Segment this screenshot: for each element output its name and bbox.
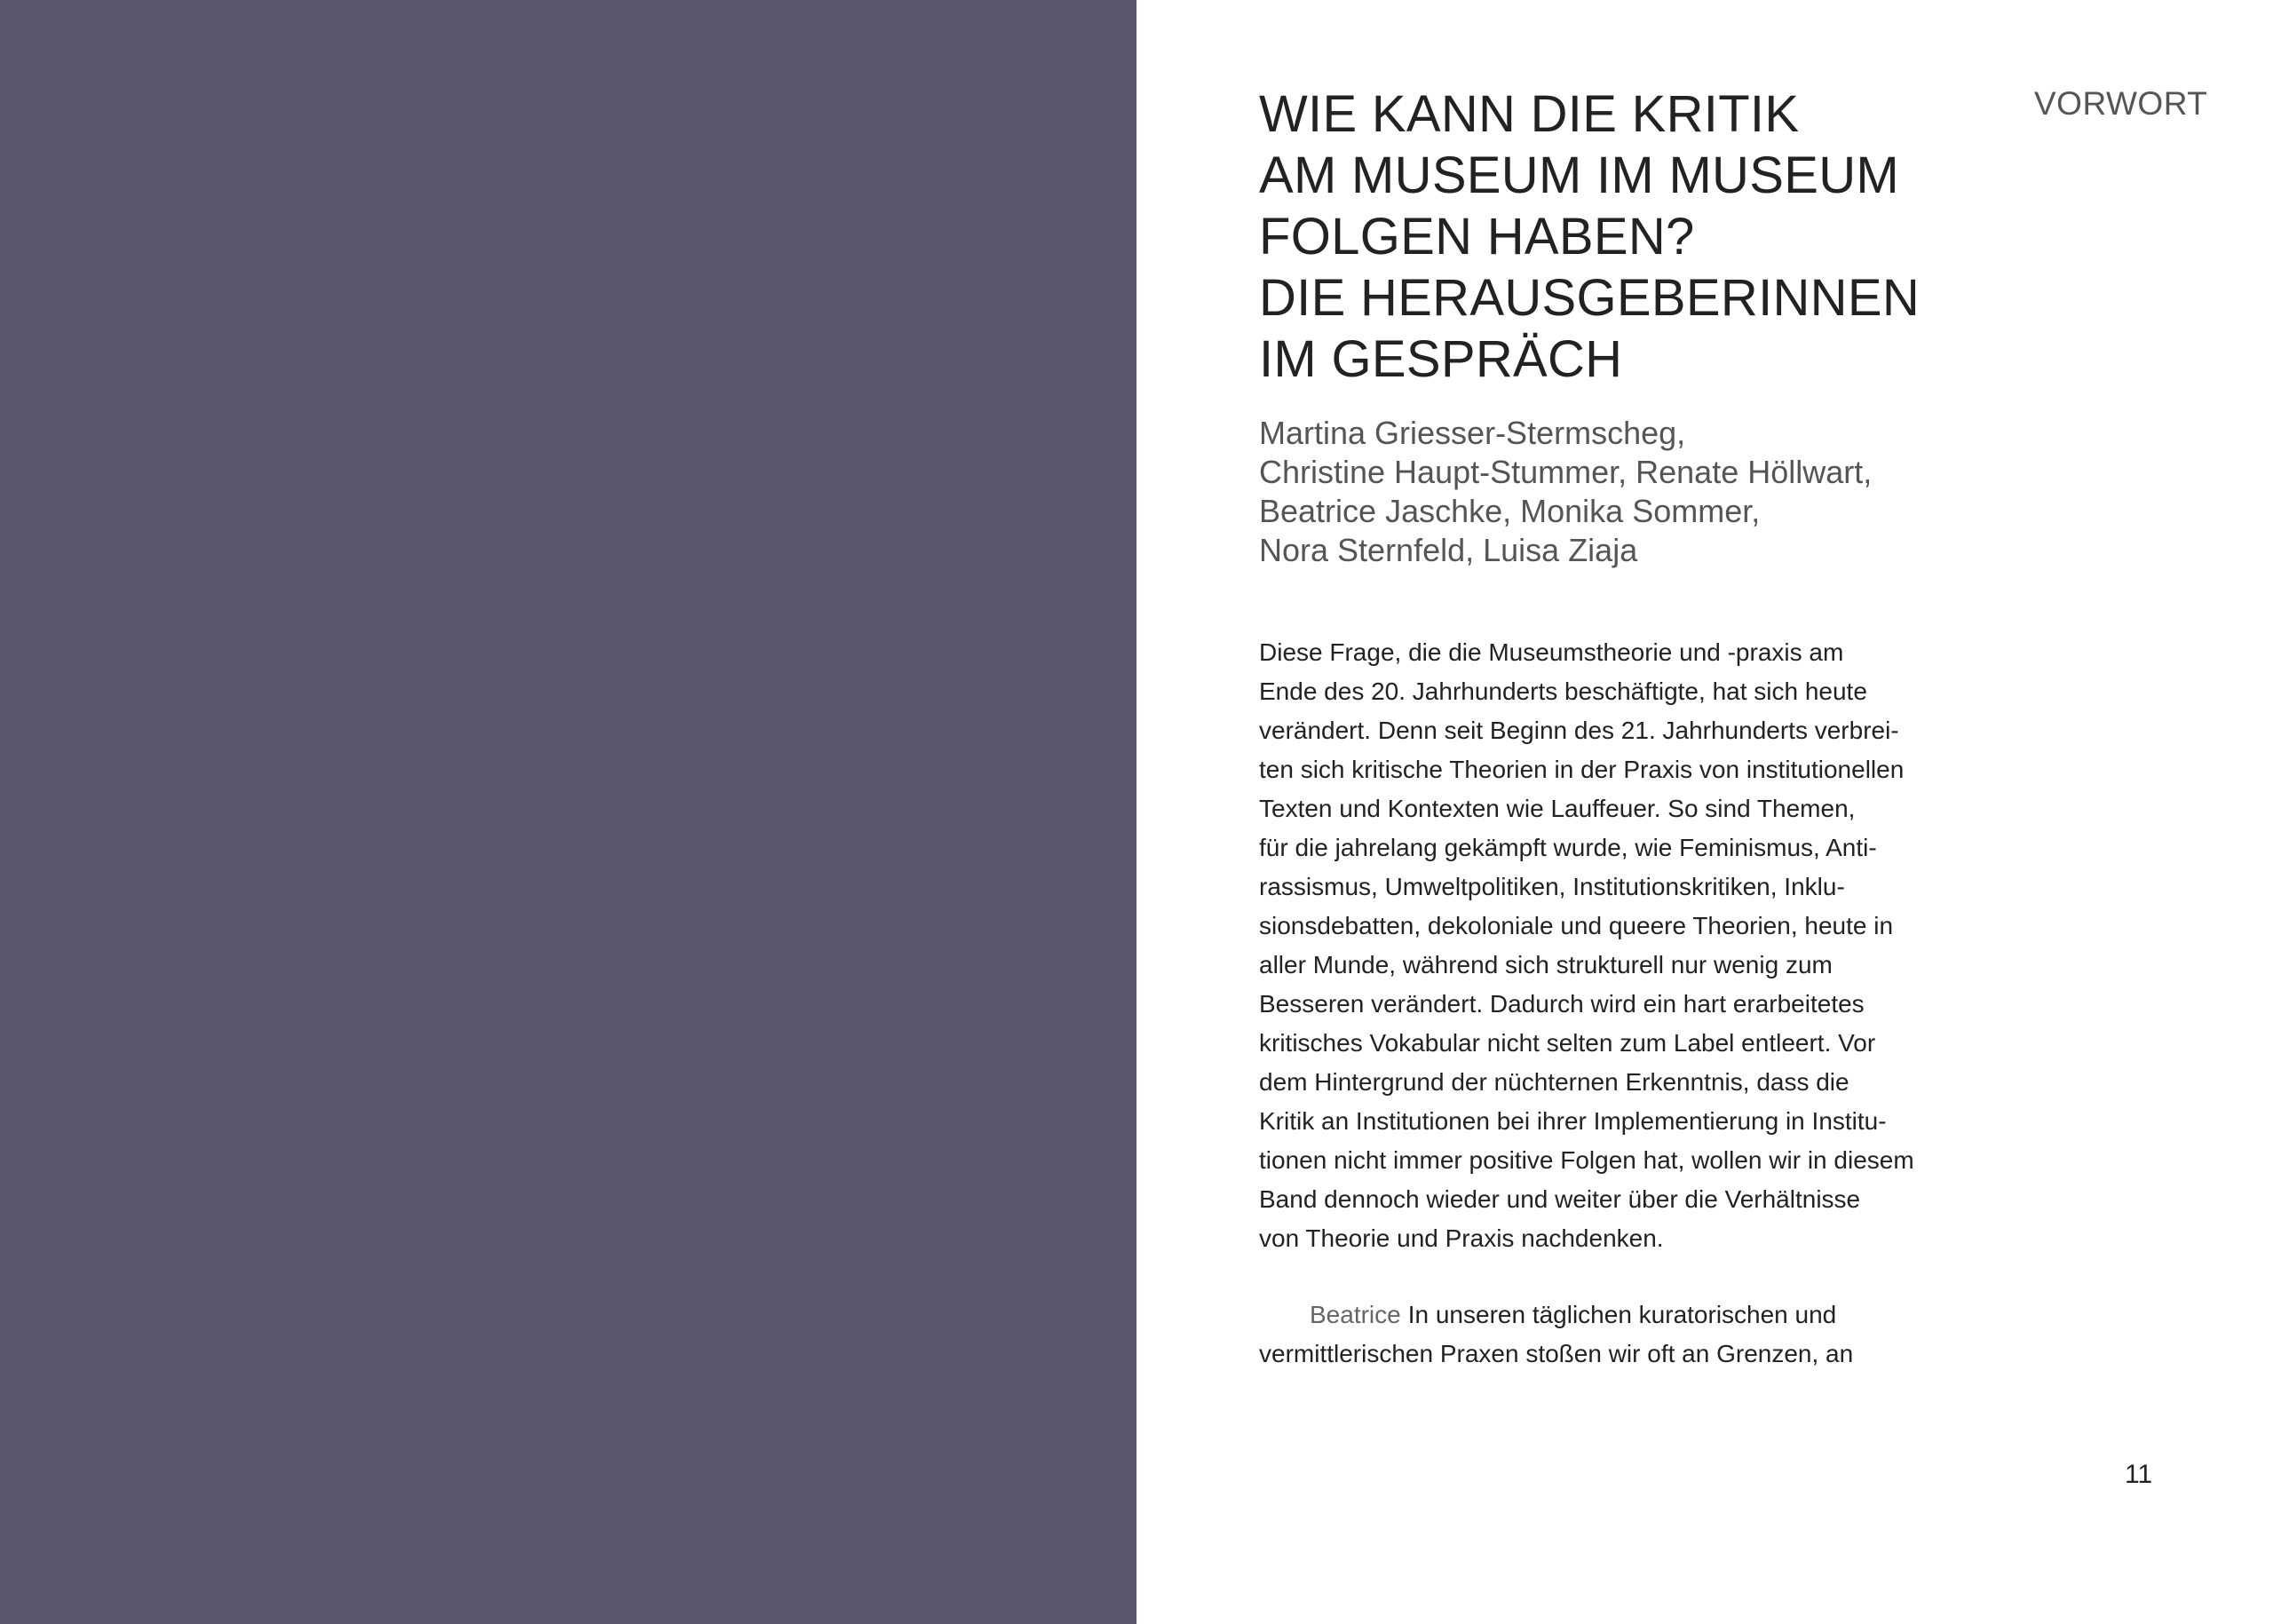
author-line: Beatrice Jaschke, Monika Sommer,	[1259, 493, 1761, 529]
text-line: tionen nicht immer positive Folgen hat, wollen wir in diesem	[1259, 1146, 1914, 1174]
text-line: dem Hintergrund der nüchternen Erkenntnis, dass die	[1259, 1068, 1849, 1096]
dialogue-paragraph	[1259, 1295, 1853, 1374]
author-line: Nora Sternfeld, Luisa Ziaja	[1259, 532, 1638, 568]
text-line: sionsdebatten, dekoloniale und queere Theorien, heute in	[1259, 912, 1894, 939]
text-line: von Theorie und Praxis nachdenken.	[1259, 1224, 1664, 1252]
text-line: Texten und Kontexten wie Lauffeuer. So sind Themen,	[1259, 795, 1856, 822]
dialogue-line: vermittlerischen Praxen stoßen wir oft an Grenzen, an	[1259, 1340, 1854, 1367]
text-line: für die jahrelang gekämpft wurde, wie Feminismus, Anti-	[1259, 834, 1877, 861]
author-list	[1259, 414, 1872, 570]
dialogue-text: In unseren täglichen kuratorischen und	[1407, 1301, 1837, 1328]
page-number: 11	[2125, 1460, 2153, 1489]
dialogue-line	[1259, 1295, 1853, 1335]
speaker-name: Beatrice	[1310, 1301, 1401, 1328]
text-line: Besseren verändert. Dadurch wird ein hart erarbeitetes	[1259, 990, 1865, 1018]
text-line: aller Munde, während sich strukturell nur wenig zum	[1259, 951, 1833, 978]
text-line: Band dennoch wieder und weiter über die Verhältnisse	[1259, 1185, 1861, 1213]
section-label: VORWORT	[2034, 85, 2208, 122]
title-line: WIE KANN DIE KRITIK	[1259, 85, 1800, 143]
author-line: Christine Haupt-Stummer, Renate Höllwart,	[1259, 454, 1873, 490]
text-line: rassismus, Umweltpolitiken, Institutionskritiken, Inklu-	[1259, 873, 1845, 900]
text-line: Ende des 20. Jahrhunderts beschäftigte, hat sich heute	[1259, 677, 1867, 705]
text-line: kritisches Vokabular nicht selten zum Label entleert. Vor	[1259, 1029, 1876, 1057]
title-line: DIE HERAUSGEBERINNEN	[1259, 269, 1921, 327]
text-line: ten sich kritische Theorien in der Praxis von institutionellen	[1259, 756, 1905, 783]
text-line: Kritik an Institutionen bei ihrer Implementierung in Institu-	[1259, 1107, 1887, 1135]
author-line: Martina Griesser-Stermscheg,	[1259, 415, 1686, 451]
left-page-panel	[0, 0, 1136, 1624]
title-line: IM GESPRÄCH	[1259, 330, 1623, 388]
title-line: FOLGEN HABEN?	[1259, 208, 1695, 265]
title-line: AM MUSEUM IM MUSEUM	[1259, 147, 1900, 204]
chapter-title	[1259, 83, 1920, 390]
text-line: Diese Frage, die die Museumstheorie und -praxis am	[1259, 638, 1844, 666]
intro-paragraph	[1259, 633, 1914, 1258]
text-line: verändert. Denn seit Beginn des 21. Jahrhunderts verbrei-	[1259, 717, 1899, 744]
